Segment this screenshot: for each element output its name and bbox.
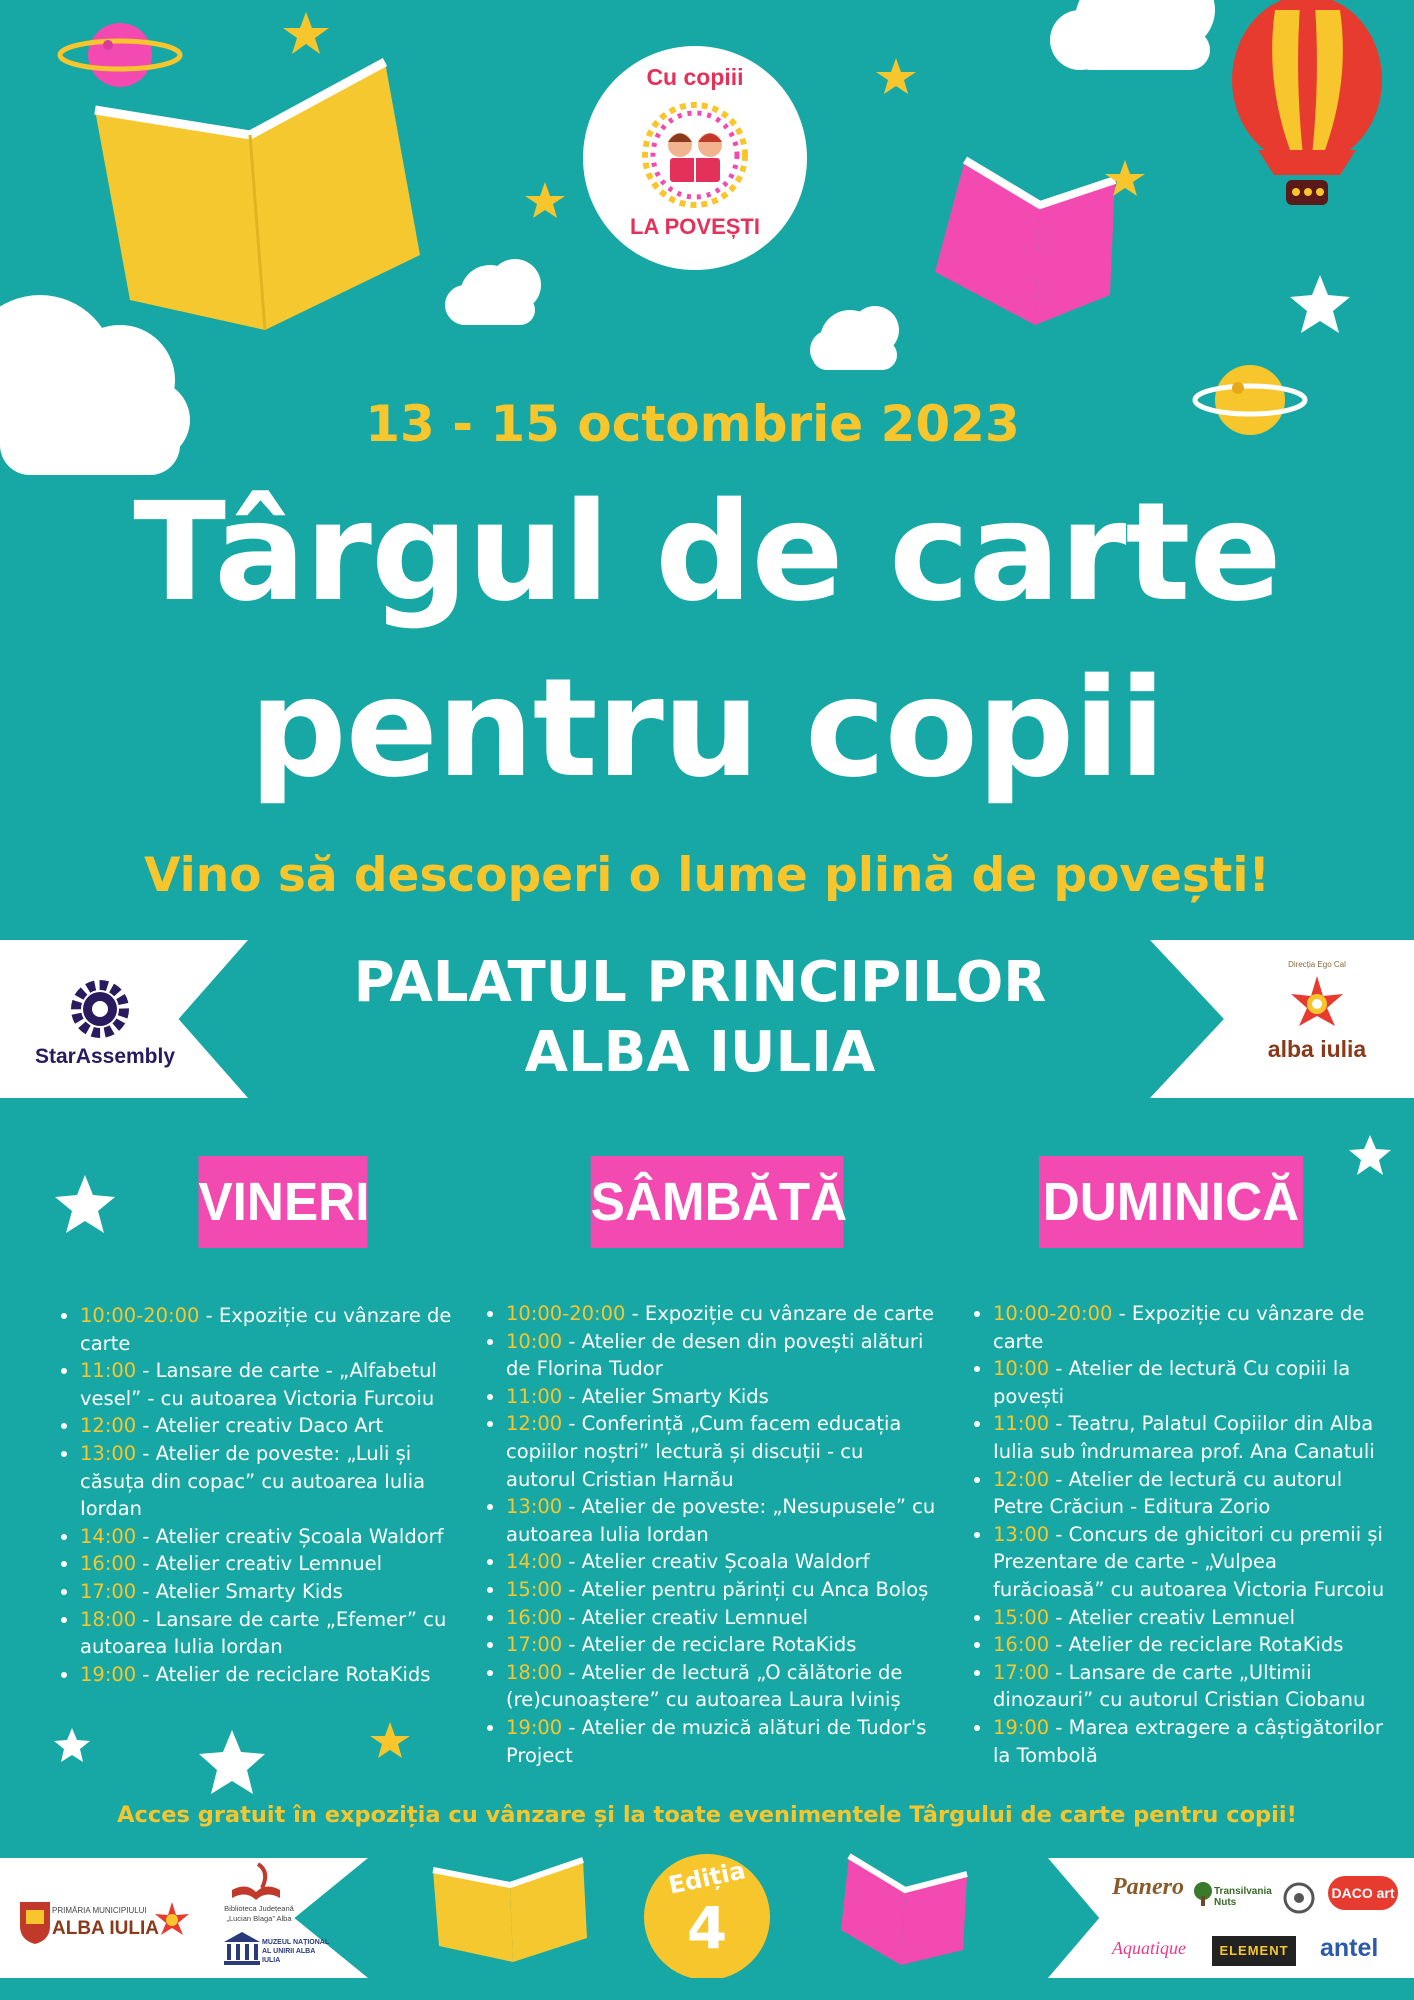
- aquatique-logo: Aquatique: [1112, 1938, 1186, 1958]
- event-description: - Atelier creativ Școala Waldorf: [562, 1550, 870, 1574]
- logo-bottom-text: LA POVEȘTI: [630, 214, 760, 239]
- event-time: 17:00: [993, 1660, 1050, 1684]
- event-description: - Atelier creativ Daco Art: [136, 1414, 384, 1438]
- alba-small-text: Direcția Ego Cal: [1288, 960, 1346, 969]
- sun-emblem-icon: [1284, 974, 1350, 1034]
- event-description: - Atelier Smarty Kids: [136, 1579, 343, 1603]
- event-description: - Atelier de reciclare RotaKids: [562, 1633, 857, 1657]
- event-description: - Atelier de reciclare RotaKids: [136, 1662, 431, 1686]
- event-time: 12:00: [506, 1412, 563, 1436]
- event-time: 13:00: [80, 1441, 137, 1465]
- event-time: 12:00: [993, 1467, 1050, 1491]
- event-description: - Expoziție cu vânzare de carte: [625, 1302, 934, 1325]
- schedule-item: [993, 1300, 1393, 1355]
- event-time: 19:00: [506, 1715, 563, 1739]
- schedule-item: [506, 1548, 938, 1576]
- schedule-item: [80, 1578, 458, 1606]
- event-time: 10:00-20:00: [80, 1304, 200, 1327]
- event-time: 10:00: [506, 1329, 563, 1353]
- venue-line1: PALATUL PRINCIPILOR: [353, 950, 1047, 1015]
- tagline: Vino să descoperi o lume plină de povești!: [144, 848, 1270, 903]
- event-time: 18:00: [80, 1607, 137, 1631]
- kids-reading-icon: [635, 100, 755, 210]
- bottom-band: [0, 1978, 1414, 2000]
- primaria-text: ALBA IULIA: [52, 1918, 159, 1939]
- event-description: - Concurs de ghicitori cu premii și Prezentare de carte - „Vulpea furăcioasă” cu autoarea Victoria Furcoiu: [993, 1522, 1385, 1601]
- event-description: - Atelier de muzică alături de Tudor's Project: [506, 1715, 927, 1767]
- schedule-item: [506, 1493, 938, 1548]
- event-time: 16:00: [506, 1605, 563, 1629]
- event-description: - Atelier Smarty Kids: [562, 1384, 769, 1408]
- event-description: - Atelier de lectură cu autorul Petre Crăciun - Editura Zorio: [993, 1467, 1343, 1519]
- panero-logo: Panero: [1112, 1874, 1184, 1900]
- transilvania-nuts-logo: Transilvania Nuts: [1214, 1886, 1272, 1908]
- event-description: - Atelier de desen din povești alături de Florina Tudor: [506, 1329, 924, 1381]
- edition-label: Ediția: [666, 1856, 748, 1900]
- event-time: 13:00: [506, 1495, 563, 1519]
- schedule-item: [80, 1661, 458, 1689]
- event-time: 10:00: [993, 1357, 1050, 1381]
- library-book-icon: [228, 1860, 284, 1902]
- event-description: - Atelier de poveste: „Luli și căsuța din copac” cu autoarea Iulia Iordan: [80, 1441, 426, 1521]
- element-logo: ELEMENT: [1212, 1936, 1296, 1966]
- alba-iulia-logo: [1262, 960, 1372, 1080]
- logo-top-text: Cu copiii: [646, 64, 744, 90]
- primaria-small-text: PRIMĂRIA MUNICIPIULUI: [52, 1906, 147, 1915]
- page-title-line2: pentru copii: [249, 650, 1165, 808]
- event-time: 13:00: [993, 1522, 1050, 1546]
- day-header-sambata: SÂMBĂTĂ: [591, 1156, 844, 1248]
- book-icon: [425, 1850, 595, 1965]
- event-time: 12:00: [80, 1414, 137, 1438]
- event-description: - Lansare de carte „Ultimii dinozauri” cu autorul Cristian Ciobanu: [993, 1660, 1366, 1712]
- gear-icon: [68, 977, 132, 1041]
- event-time: 19:00: [80, 1662, 137, 1686]
- event-time: 19:00: [993, 1715, 1050, 1739]
- antel-logo: antel: [1320, 1934, 1379, 1962]
- book-icon: [95, 62, 420, 330]
- event-description: - Teatru, Palatul Copiilor din Alba Iulia sub îndrumarea prof. Ana Canatuli: [993, 1412, 1375, 1463]
- planet-icon: [60, 23, 180, 87]
- event-date: 13 - 15 octombrie 2023: [365, 395, 1020, 453]
- schedule-item: [993, 1659, 1393, 1714]
- schedule-item: [993, 1714, 1393, 1769]
- cloud-icon: [445, 259, 541, 325]
- event-description: - Atelier creativ Lemnuel: [136, 1552, 383, 1576]
- schedule-duminica: [973, 1300, 1393, 1769]
- event-time: 15:00: [993, 1605, 1050, 1629]
- schedule-item: [993, 1604, 1393, 1632]
- day-header-vineri: VINERI: [198, 1156, 367, 1248]
- schedule-item: [80, 1606, 458, 1661]
- book-icon: [835, 1850, 975, 1970]
- schedule-vineri: [60, 1302, 458, 1688]
- schedule-item: [506, 1383, 938, 1411]
- event-time: 10:00-20:00: [993, 1302, 1113, 1325]
- schedule-item: [993, 1631, 1393, 1659]
- schedule-item: [80, 1523, 458, 1551]
- cloud-icon: [1050, 0, 1215, 70]
- tree-icon: [1192, 1882, 1214, 1906]
- edition-badge: [644, 1854, 770, 1980]
- event-description: - Atelier de reciclare RotaKids: [1049, 1633, 1344, 1657]
- venue-line2: ALBA IULIA: [524, 1020, 876, 1085]
- event-description: - Atelier pentru părinți cu Anca Boloș: [562, 1577, 929, 1601]
- event-time: 14:00: [506, 1550, 563, 1574]
- festival-logo: [583, 46, 807, 270]
- schedule-item: [506, 1659, 938, 1714]
- book-icon: [935, 160, 1115, 325]
- starassembly-logo: [20, 975, 190, 1075]
- schedule-item: [80, 1550, 458, 1578]
- event-description: - Conferință „Cum facem educația copiilor noștri” lectură și discuții - cu autorul Cristian Harnău: [506, 1412, 902, 1491]
- access-note: Acces gratuit în expoziția cu vânzare și la toate evenimentele Târgului de carte pentru copii!: [117, 1802, 1297, 1828]
- schedule-item: [506, 1714, 938, 1769]
- event-description: - Marea extragere a câștigătorilor la Tombolă: [993, 1715, 1383, 1767]
- schedule-item: [993, 1466, 1393, 1521]
- event-description: - Lansare de carte „Efemer” cu autoarea Iulia Iordan: [80, 1607, 447, 1659]
- schedule-item: [506, 1300, 938, 1328]
- event-description: - Atelier creativ Școala Waldorf: [136, 1524, 444, 1548]
- daco-art-logo: DACO art: [1328, 1876, 1398, 1910]
- biblioteca-text: Biblioteca Județeană „Lucian Blaga” Alba: [224, 1904, 294, 1923]
- starassembly-text: StarAssembly: [34, 1045, 176, 1068]
- event-time: 10:00-20:00: [506, 1302, 626, 1325]
- event-time: 16:00: [993, 1633, 1050, 1657]
- schedule-item: [506, 1576, 938, 1604]
- event-description: - Atelier creativ Lemnuel: [1049, 1605, 1296, 1629]
- event-description: - Lansare de carte - „Alfabetul vesel” - cu autoarea Victoria Furcoiu: [80, 1359, 437, 1410]
- sun-emblem-icon: [152, 1900, 192, 1940]
- event-time: 17:00: [80, 1579, 137, 1603]
- event-time: 11:00: [80, 1359, 137, 1383]
- edition-number: 4: [686, 1894, 728, 1962]
- event-time: 16:00: [80, 1552, 137, 1576]
- event-time: 11:00: [993, 1412, 1050, 1436]
- muzeu-text: MUZEUL NAȚIONAL AL UNIRII ALBA IULIA: [262, 1939, 330, 1964]
- schedule-item: [506, 1410, 938, 1493]
- event-time: 15:00: [506, 1577, 563, 1601]
- schedule-item: [80, 1302, 458, 1357]
- day-header-duminica: DUMINICĂ: [1039, 1156, 1303, 1248]
- museum-icon: [222, 1930, 262, 1966]
- event-description: - Expoziție cu vânzare de carte: [80, 1304, 452, 1355]
- event-description: - Expoziție cu vânzare de carte: [993, 1302, 1365, 1353]
- coat-of-arms-icon: [18, 1898, 52, 1944]
- event-time: 18:00: [506, 1660, 563, 1684]
- schedule-item: [506, 1328, 938, 1383]
- schedule-item: [80, 1357, 458, 1412]
- schedule-item: [506, 1604, 938, 1632]
- schedule-item: [80, 1440, 458, 1523]
- schedule-item: [80, 1412, 458, 1440]
- alba-text: alba iulia: [1267, 1036, 1367, 1062]
- event-description: - Atelier creativ Lemnuel: [562, 1605, 809, 1629]
- event-time: 11:00: [506, 1384, 563, 1408]
- page-title-line1: Târgul de carte: [133, 474, 1281, 632]
- brand-icon: [1282, 1876, 1316, 1916]
- schedule-sambata: [486, 1300, 938, 1769]
- hot-air-balloon-icon: [1232, 0, 1382, 205]
- event-description: - Atelier de lectură „O călătorie de (re)cunoaștere” cu autoarea Laura Iviniș: [506, 1660, 903, 1712]
- event-time: 14:00: [80, 1524, 137, 1548]
- venue-name: [260, 948, 1140, 1088]
- schedule-item: [993, 1521, 1393, 1604]
- cloud-icon: [810, 306, 899, 370]
- event-description: - Atelier de lectură Cu copiii la povești: [993, 1357, 1351, 1408]
- event-description: - Atelier de poveste: „Nesupusele” cu autoarea Iulia Iordan: [506, 1495, 936, 1546]
- schedule-item: [993, 1355, 1393, 1410]
- schedule-item: [506, 1631, 938, 1659]
- event-time: 17:00: [506, 1633, 563, 1657]
- schedule-item: [993, 1410, 1393, 1465]
